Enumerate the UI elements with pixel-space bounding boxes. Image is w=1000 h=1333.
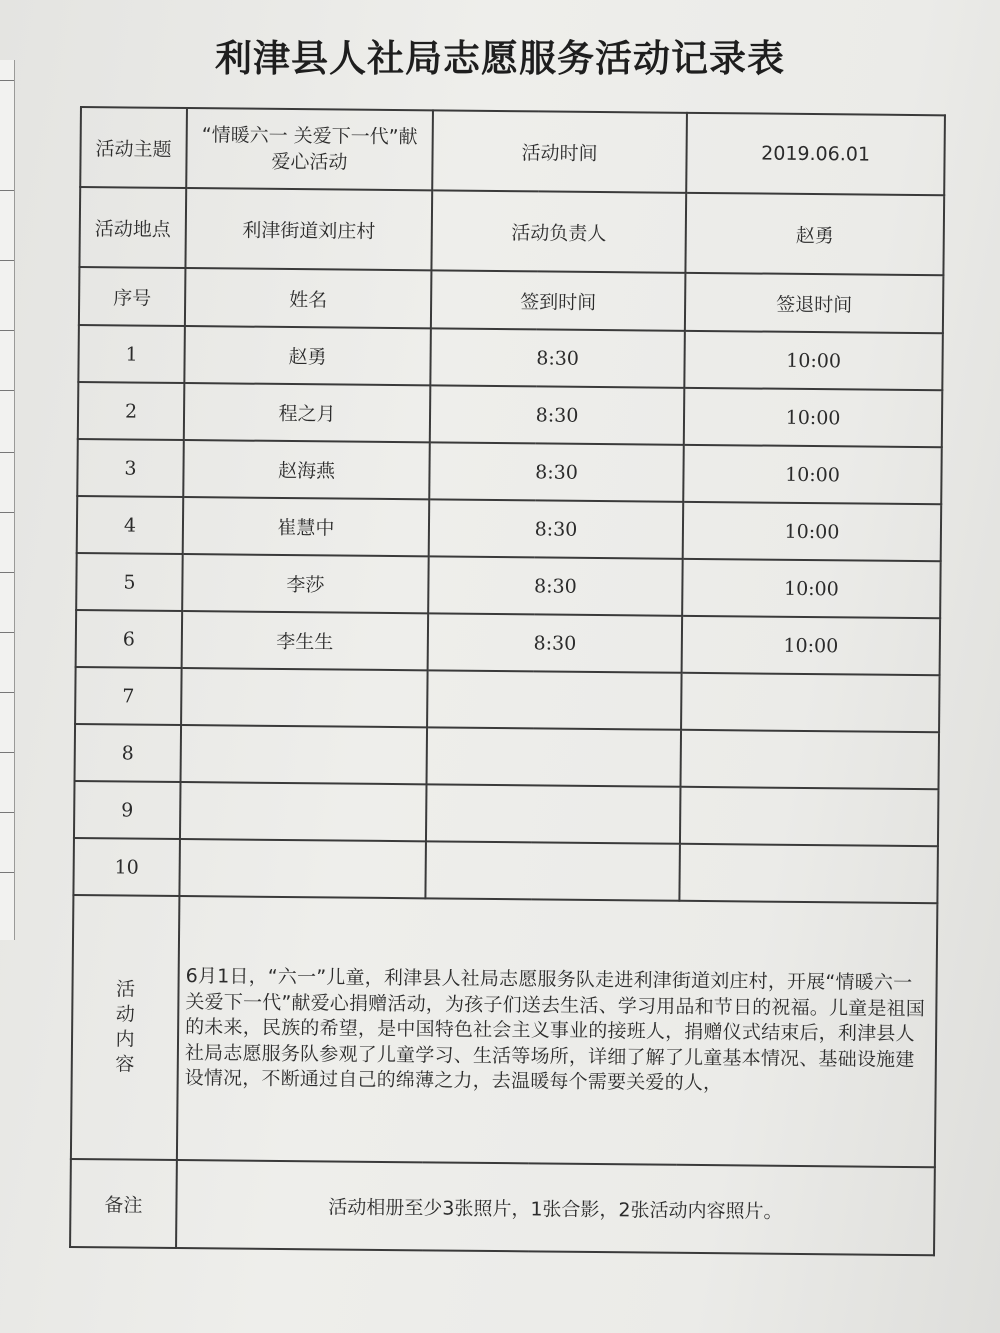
note-row bbox=[70, 1159, 935, 1255]
content-label-char: 内 bbox=[115, 1028, 135, 1051]
content-row bbox=[71, 895, 938, 1167]
leader-label: 活动负责人 bbox=[431, 190, 686, 272]
table-row bbox=[76, 610, 941, 675]
table-row bbox=[77, 496, 942, 561]
theme-value: “情暖六一 关爱下一代”献爱心活动 bbox=[186, 108, 433, 190]
row-signout bbox=[680, 787, 939, 846]
row-name: 李莎 bbox=[182, 554, 429, 613]
row-name bbox=[181, 725, 428, 784]
column-header-row bbox=[79, 267, 944, 333]
row-no: 10 bbox=[73, 838, 180, 896]
theme-row bbox=[80, 107, 945, 195]
row-signin: 8:30 bbox=[430, 328, 685, 387]
header-name: 姓名 bbox=[185, 268, 432, 328]
table-row bbox=[78, 325, 943, 390]
content-label-char: 活 bbox=[115, 978, 136, 1001]
row-signout bbox=[681, 673, 940, 732]
row-no: 4 bbox=[77, 496, 184, 554]
row-signin bbox=[427, 727, 682, 786]
content-label-char: 容 bbox=[115, 1053, 135, 1076]
table-row bbox=[73, 838, 938, 903]
table-row bbox=[77, 439, 942, 504]
document-title: 利津县人社局志愿服务活动记录表 bbox=[215, 36, 785, 80]
record-form-table bbox=[69, 106, 946, 1256]
row-name: 赵海燕 bbox=[183, 440, 430, 499]
row-signout: 10:00 bbox=[684, 331, 943, 390]
row-no: 1 bbox=[78, 325, 185, 383]
row-signout bbox=[681, 730, 940, 789]
underlying-sheet-edge bbox=[0, 60, 15, 940]
location-row bbox=[79, 187, 944, 275]
time-label: 活动时间 bbox=[432, 110, 687, 192]
row-name: 程之月 bbox=[184, 383, 431, 442]
row-no: 9 bbox=[74, 781, 181, 839]
table-row bbox=[75, 724, 940, 789]
row-signout: 10:00 bbox=[682, 616, 941, 675]
row-signin: 8:30 bbox=[428, 556, 683, 615]
row-signin bbox=[426, 784, 681, 843]
content-label bbox=[71, 895, 180, 1160]
row-signin bbox=[427, 670, 682, 729]
row-signin: 8:30 bbox=[428, 613, 683, 672]
header-signout: 签退时间 bbox=[685, 273, 944, 333]
note-text: 活动相册至少3张照片，1张合影，2张活动内容照片。 bbox=[176, 1160, 935, 1255]
row-signin: 8:30 bbox=[430, 385, 685, 444]
row-no: 6 bbox=[76, 610, 183, 668]
row-name bbox=[181, 668, 428, 727]
row-no: 3 bbox=[77, 439, 184, 497]
header-signin: 签到时间 bbox=[431, 270, 686, 330]
row-name: 李生生 bbox=[182, 611, 429, 670]
row-signin: 8:30 bbox=[429, 499, 684, 558]
table-row bbox=[74, 781, 939, 846]
row-signin bbox=[425, 841, 680, 900]
time-value: 2019.06.01 bbox=[686, 113, 945, 195]
leader-value: 赵勇 bbox=[685, 193, 944, 275]
row-signout bbox=[679, 844, 938, 903]
note-label: 备注 bbox=[70, 1159, 177, 1248]
row-signout: 10:00 bbox=[682, 559, 941, 618]
content-label-char: 动 bbox=[115, 1003, 135, 1026]
row-name: 崔慧中 bbox=[183, 497, 430, 556]
theme-label: 活动主题 bbox=[80, 107, 187, 188]
table-row bbox=[78, 382, 943, 447]
row-no: 2 bbox=[78, 382, 185, 440]
row-signout: 10:00 bbox=[683, 502, 942, 561]
row-signout: 10:00 bbox=[684, 388, 943, 447]
row-name bbox=[179, 839, 426, 898]
row-no: 5 bbox=[76, 553, 183, 611]
table-row bbox=[76, 553, 941, 618]
header-no: 序号 bbox=[79, 267, 186, 326]
row-name bbox=[180, 782, 427, 841]
content-text: 6月1日，“六一”儿童，利津县人社局志愿服务队走进利津街道刘庄村，开展“情暖六一 关爱下一代”献爱心捐赠活动，为孩子们送去生活、学习用品和节日的祝福。儿童是祖国的未来，民族的希望，是中国特色社会主义事业的接班人，捐赠仪式结束后，利津县人社局志愿服务队参观了儿童学习、生活等场所，详细了解了儿童基本情况、基础设施建设情况，不断通过自己的绵薄之力，去温暖每个需要关爱的人， bbox=[177, 896, 938, 1167]
row-no: 8 bbox=[75, 724, 182, 782]
row-signout: 10:00 bbox=[683, 445, 942, 504]
location-value: 利津街道刘庄村 bbox=[185, 188, 432, 270]
location-label: 活动地点 bbox=[79, 187, 186, 268]
table-row bbox=[75, 667, 940, 732]
row-name: 赵勇 bbox=[184, 326, 431, 385]
row-signin: 8:30 bbox=[429, 442, 684, 501]
row-no: 7 bbox=[75, 667, 182, 725]
